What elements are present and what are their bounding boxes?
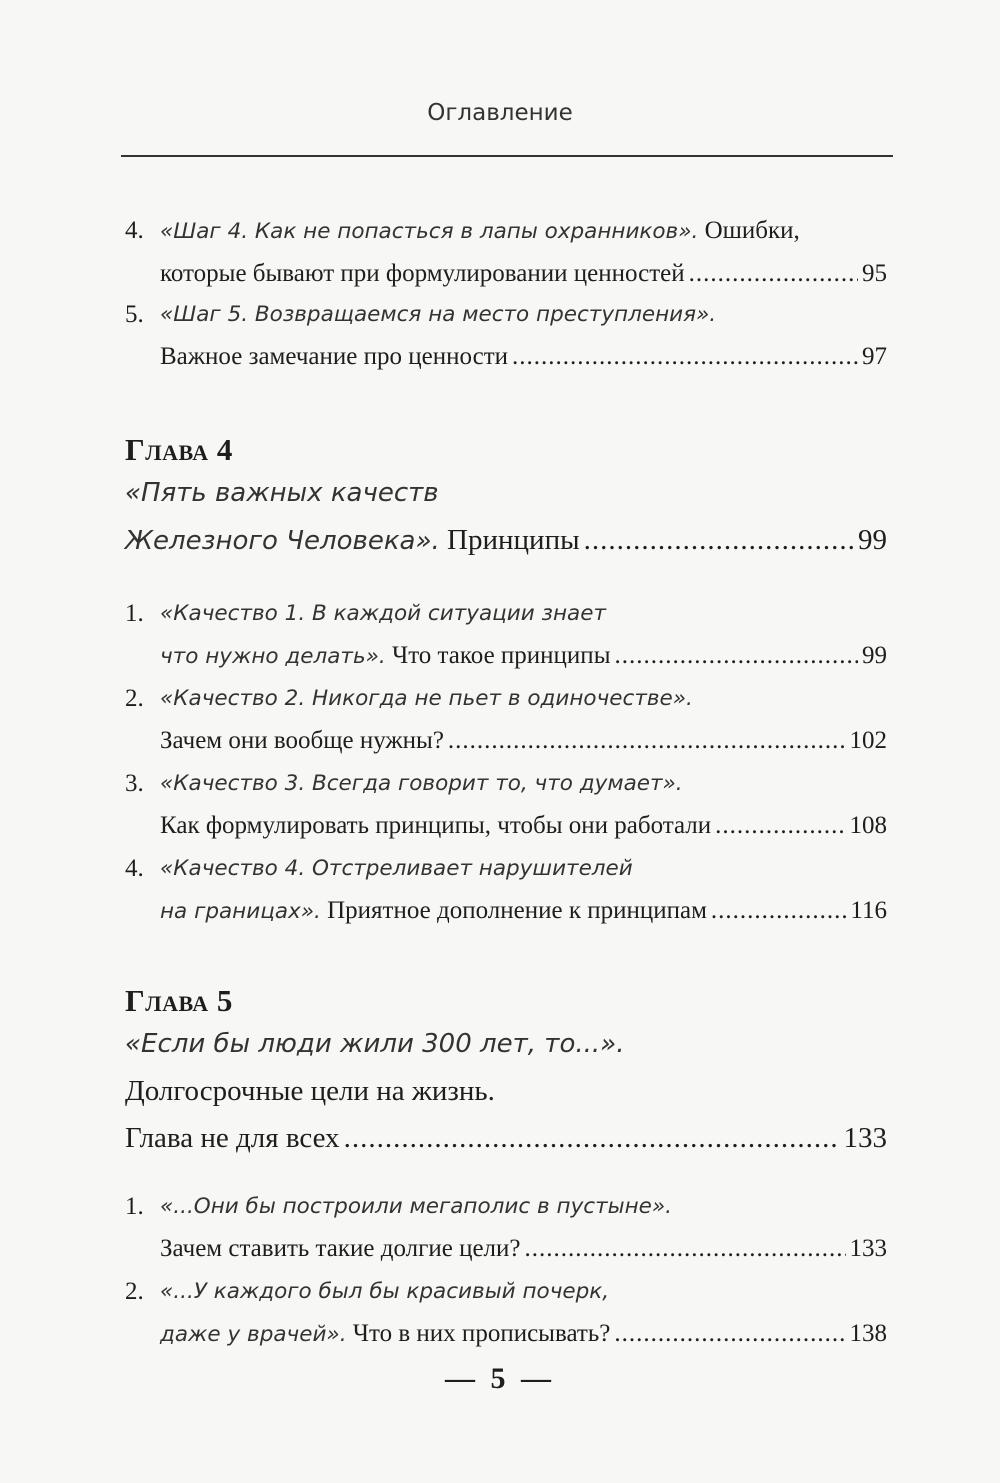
entry-number: 4. [125,855,144,882]
toc-entry[interactable] [125,593,887,678]
toc-entry[interactable] [125,1271,887,1356]
page-number: 116 [850,897,887,924]
leader-dots [512,336,858,378]
entry-subtitle: «Качество 3. Всегда говорит то, что думает». [160,771,683,796]
toc-entry[interactable] [125,294,887,378]
toc-entry[interactable] [125,210,887,294]
entry-number: 2. [125,1278,144,1305]
page-folio: — 5 — [445,1362,555,1395]
chapter-title: Глава 4 [125,432,233,467]
entry-number: 4. [125,217,144,244]
entry-number: 3. [125,770,144,797]
entry-subtitle: «Шаг 4. Как не попасться в лапы охранников». [160,219,699,244]
toc-entry[interactable] [125,848,887,933]
toc-entry[interactable] [125,763,887,848]
chapter-name: Принципы [447,524,580,556]
chapter-subtitle: «Если бы люди жили 300 лет, то...». [125,1029,625,1059]
entry-number: 1. [125,1193,144,1220]
page-number: 133 [843,1122,887,1154]
table-of-contents [125,210,887,1356]
entry-title: Важное замечание про ценности [160,343,508,370]
leader-dots [711,890,847,932]
entry-subtitle: на границах». [160,899,321,924]
leader-dots [614,1313,845,1355]
leader-dots [715,805,845,847]
page-number: 138 [849,1320,887,1347]
chapter-title: Глава 5 [125,983,233,1018]
entry-subtitle: «...Они бы построили мегаполис в пустыне». [160,1194,673,1219]
leader-dots [689,253,858,295]
page-number: 99 [858,524,887,556]
entry-subtitle: «Качество 2. Никогда не пьет в одиночестве». [160,686,693,711]
entry-title: Зачем они вообще нужны? [160,727,444,754]
entry-title: которые бывают при формулировании ценностей [160,260,685,287]
leader-dots [344,1115,840,1162]
chapter-name: Долгосрочные цели на жизнь. [125,1075,495,1107]
entry-number: 5. [125,301,144,328]
entry-title: Ошибки, [704,217,800,244]
chapter-heading[interactable] [125,470,887,565]
entry-subtitle: что нужно делать». [160,644,386,669]
chapter-name: Глава не для всех [125,1122,340,1154]
chapter-subtitle: Железного Человека». [125,526,440,556]
leader-dots [584,517,854,564]
leader-dots [448,720,846,762]
entry-title: Что в них прописывать? [352,1320,611,1347]
entry-subtitle: «Качество 1. В каждой ситуации знает [160,601,606,626]
leader-dots [615,635,859,677]
toc-entry[interactable] [125,678,887,763]
page-number: 95 [862,260,887,287]
entry-subtitle: «Шаг 5. Возвращаемся на место преступления». [160,302,717,327]
header-rule [121,155,893,157]
entry-subtitle: даже у врачей». [160,1322,347,1347]
leader-dots [525,1228,846,1270]
entry-subtitle: «...У каждого был бы красивый почерк, [160,1279,610,1304]
running-head: Оглавление [427,100,573,126]
entry-number: 1. [125,600,144,627]
chapter-subtitle: «Пять важных качеств [125,478,439,508]
entry-title: Приятное дополнение к принципам [327,897,707,924]
entry-number: 2. [125,685,144,712]
toc-entry[interactable] [125,1186,887,1271]
page-number: 99 [862,642,887,669]
page-number: 108 [849,812,887,839]
entry-subtitle: «Качество 4. Отстреливает нарушителей [160,856,633,881]
page-number: 133 [849,1235,887,1262]
page-number: 102 [849,727,887,754]
page-number: 97 [862,343,887,370]
entry-title: Как формулировать принципы, чтобы они работали [160,812,712,839]
entry-title: Что такое принципы [391,642,611,669]
chapter-heading[interactable] [125,1021,887,1162]
entry-title: Зачем ставить такие долгие цели? [160,1235,521,1262]
